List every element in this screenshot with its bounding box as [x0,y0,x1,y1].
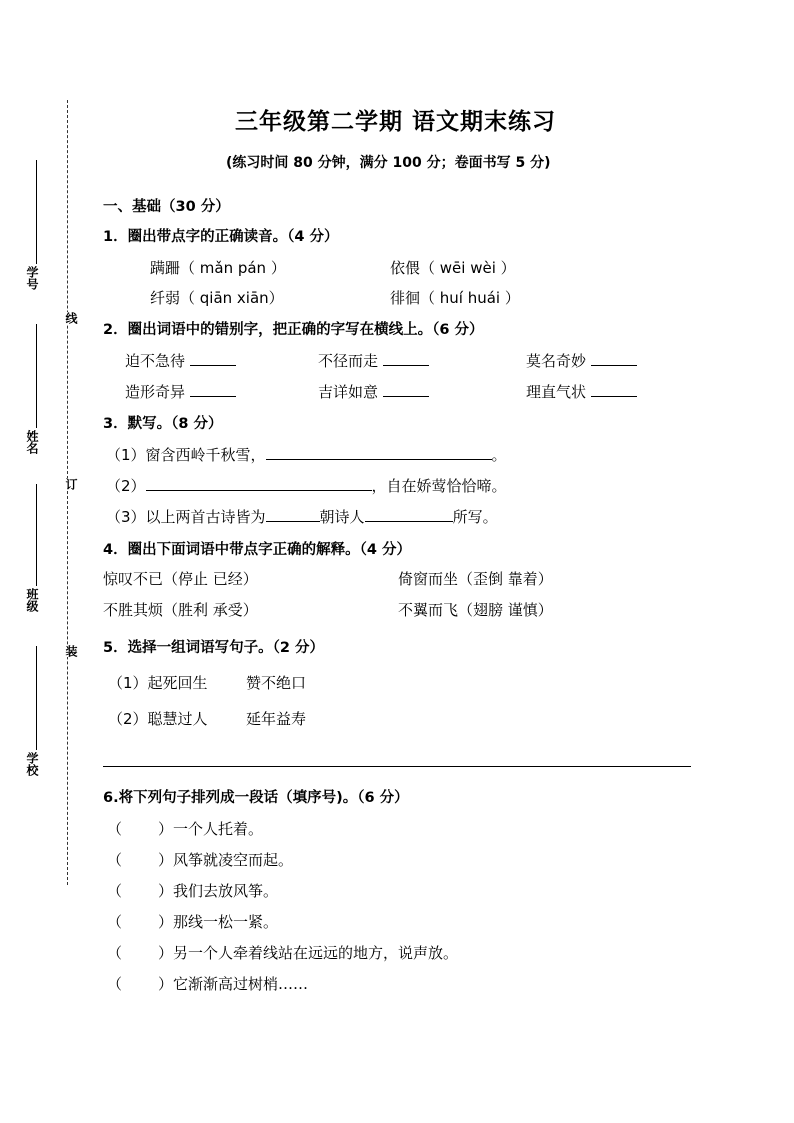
school-field[interactable] [36,646,37,750]
q4-item[interactable]: 不胜其烦（胜利 承受） [103,601,258,619]
q6-item [107,942,458,963]
q2-item [526,350,637,371]
q6-paren: （ [107,975,123,993]
binding-mark-staple: 订 [64,478,78,490]
q1-item[interactable]: 依偎（ wēi wèi ） [390,259,516,277]
q3-text: （2） [106,477,146,495]
q2-word: 莫名奇妙 [526,352,587,370]
q6-item [107,880,278,901]
q3-text: （1）窗含西岭千秋雪， [106,446,266,464]
q2-item [318,381,429,402]
q1-item[interactable]: 徘徊（ huí huái ） [390,289,520,307]
q2-item [125,350,236,371]
student-id-field[interactable] [36,160,37,264]
q5-option[interactable]: 延年益寿 [246,710,307,728]
q2-answer-line[interactable] [383,351,429,366]
q2-answer-line[interactable] [190,351,236,366]
q3-text: （3）以上两首古诗皆为 [106,508,266,526]
q5-option[interactable]: 赞不绝口 [246,674,307,692]
page-title: 三年级第二学期 语文期末练习 [235,109,557,135]
binding-mark-line: 线 [64,312,78,324]
q6-sentence: ）风筝就凌空而起。 [158,851,294,869]
q3-line [106,444,507,465]
q6-item [107,973,308,994]
q6-item [107,818,263,839]
q2-title: 2．圈出词语中的错别字，把正确的字写在横线上。（6 分） [103,322,484,338]
q2-answer-line[interactable] [591,351,637,366]
q4-title: 4．圈出下面词语中带点字正确的解释。（4 分） [103,542,411,558]
q6-sentence: ）另一个人牵着线站在远远的地方，说声放。 [158,944,459,962]
q6-item [107,911,278,932]
q4-item[interactable]: 不翼而飞（翅膀 谨慎） [398,601,553,619]
name-field[interactable] [36,324,37,428]
q2-word: 不径而走 [318,352,379,370]
q1-item[interactable]: 纤弱（ qiān xiān） [150,289,284,307]
q2-item [526,381,637,402]
q3-text: 。 [491,446,507,464]
q6-item [107,849,293,870]
q2-answer-line[interactable] [383,382,429,397]
q3-line [106,506,498,527]
q2-word: 吉详如意 [318,383,379,401]
q6-paren: （ [107,851,123,869]
q6-paren: （ [107,944,123,962]
q3-text: ，自在娇莺恰恰啼。 [371,477,507,495]
q6-sentence: ）一个人托着。 [158,820,264,838]
q5-option[interactable]: （1）起死回生 [108,674,208,692]
q3-answer-line[interactable] [266,445,492,460]
q5-answer-line[interactable] [103,766,691,767]
q3-answer-line[interactable] [146,476,372,491]
binding-mark-bind: 装 [64,645,78,657]
q2-item [318,350,429,371]
q5-title: 5．选择一组词语写句子。（2 分） [103,640,324,656]
q2-item [125,381,236,402]
q2-word: 理直气状 [526,383,587,401]
q2-word: 造形奇异 [125,383,186,401]
class-field[interactable] [36,484,37,586]
q2-word: 迫不急待 [125,352,186,370]
q5-option[interactable]: （2）聪慧过人 [108,710,208,728]
binding-dashed-line [67,100,68,885]
student-id-label: 学号 [25,266,39,290]
q1-item[interactable]: 蹒跚（ mǎn pán ） [150,259,286,277]
q6-paren: （ [107,913,123,931]
q6-paren: （ [107,820,123,838]
q2-answer-line[interactable] [190,382,236,397]
class-label: 班级 [25,588,39,612]
school-label: 学校 [25,752,39,776]
name-label: 姓名 [25,430,39,454]
q2-answer-line[interactable] [591,382,637,397]
q1-title: 1．圈出带点字的正确读音。（4 分） [103,229,339,245]
q4-item[interactable]: 惊叹不已（停止 已经） [103,570,258,588]
q6-sentence: ）那线一松一紧。 [158,913,279,931]
q3-answer-line[interactable] [266,507,320,522]
q3-text: 所写。 [452,508,498,526]
section-heading: 一、基础（30 分） [103,199,230,215]
q3-line [106,475,507,496]
q6-sentence: ）我们去放风筝。 [158,882,279,900]
q4-item[interactable]: 倚窗而坐（歪倒 靠着） [398,570,553,588]
q6-paren: （ [107,882,123,900]
q3-answer-line[interactable] [365,507,453,522]
page-subtitle: (练习时间 80 分钟，满分 100 分；卷面书写 5 分) [226,155,551,171]
q6-title: 6.将下列句子排列成一段话（填序号)。（6 分） [103,790,409,806]
q3-title: 3．默写。（8 分） [103,416,223,432]
q6-sentence: ）它渐渐高过树梢…… [158,975,309,993]
q3-text: 朝诗人 [319,508,365,526]
